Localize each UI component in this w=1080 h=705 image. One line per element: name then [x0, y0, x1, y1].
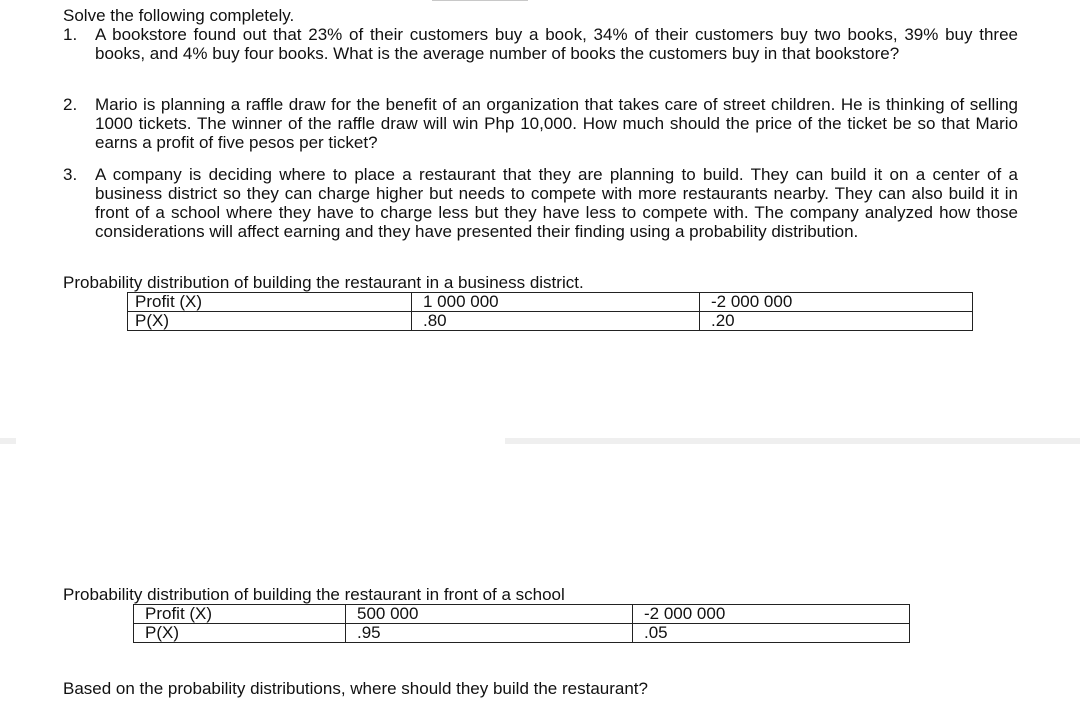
table-cell: Profit (X)	[134, 605, 346, 624]
table-cell: .95	[346, 624, 633, 643]
question-3	[63, 165, 1018, 241]
question-1	[63, 25, 1018, 63]
table-row	[128, 293, 973, 312]
question-text: A company is deciding where to place a restaurant that they are planning to build. They can build it on a center of a business district so they can charge higher but needs to compete with more restaurants nearby. They can also build it in front of a school where they have to charge less but they have less to compete with. The company analyzed how those considerations will affect earning and they have presented their finding using a probability distribution.	[95, 165, 1018, 241]
table-row	[128, 312, 973, 331]
table-cell: P(X)	[134, 624, 346, 643]
table-cell: .05	[633, 624, 910, 643]
question-number: 2.	[63, 95, 78, 114]
question-number: 1.	[63, 25, 78, 44]
final-question: Based on the probability distributions, where should they build the restaurant?	[63, 679, 648, 698]
question-text: Mario is planning a raffle draw for the benefit of an organization that takes care of street children. He is thinking of selling 1000 tickets. The winner of the raffle draw will win Php 10,000. How much should the price of the ticket be so that Mario earns a profit of five pesos per ticket?	[95, 95, 1018, 152]
table-cell: -2 000 000	[700, 293, 973, 312]
table-cell: .80	[412, 312, 700, 331]
table-cell: 1 000 000	[412, 293, 700, 312]
table-row	[134, 624, 910, 643]
table-cell: -2 000 000	[633, 605, 910, 624]
page-separator	[0, 438, 16, 444]
question-number: 3.	[63, 165, 78, 184]
table-cell: P(X)	[128, 312, 412, 331]
question-2	[63, 95, 1018, 152]
distribution-table-school	[133, 604, 910, 643]
table-caption-school: Probability distribution of building the restaurant in front of a school	[63, 585, 565, 604]
instructions: Solve the following completely.	[63, 6, 295, 25]
table-caption-business-district: Probability distribution of building the restaurant in a business district.	[63, 273, 584, 292]
question-text: A bookstore found out that 23% of their customers buy a book, 34% of their customers buy two books, 39% buy three books, and 4% buy four books. What is the average number of books the customers buy in that bookstore?	[95, 25, 1018, 63]
table-cell: 500 000	[346, 605, 633, 624]
table-row	[134, 605, 910, 624]
table-cell: Profit (X)	[128, 293, 412, 312]
page-edge-mark	[432, 0, 528, 1]
page-separator	[505, 438, 1080, 444]
distribution-table-business-district	[127, 292, 973, 331]
table-cell: .20	[700, 312, 973, 331]
